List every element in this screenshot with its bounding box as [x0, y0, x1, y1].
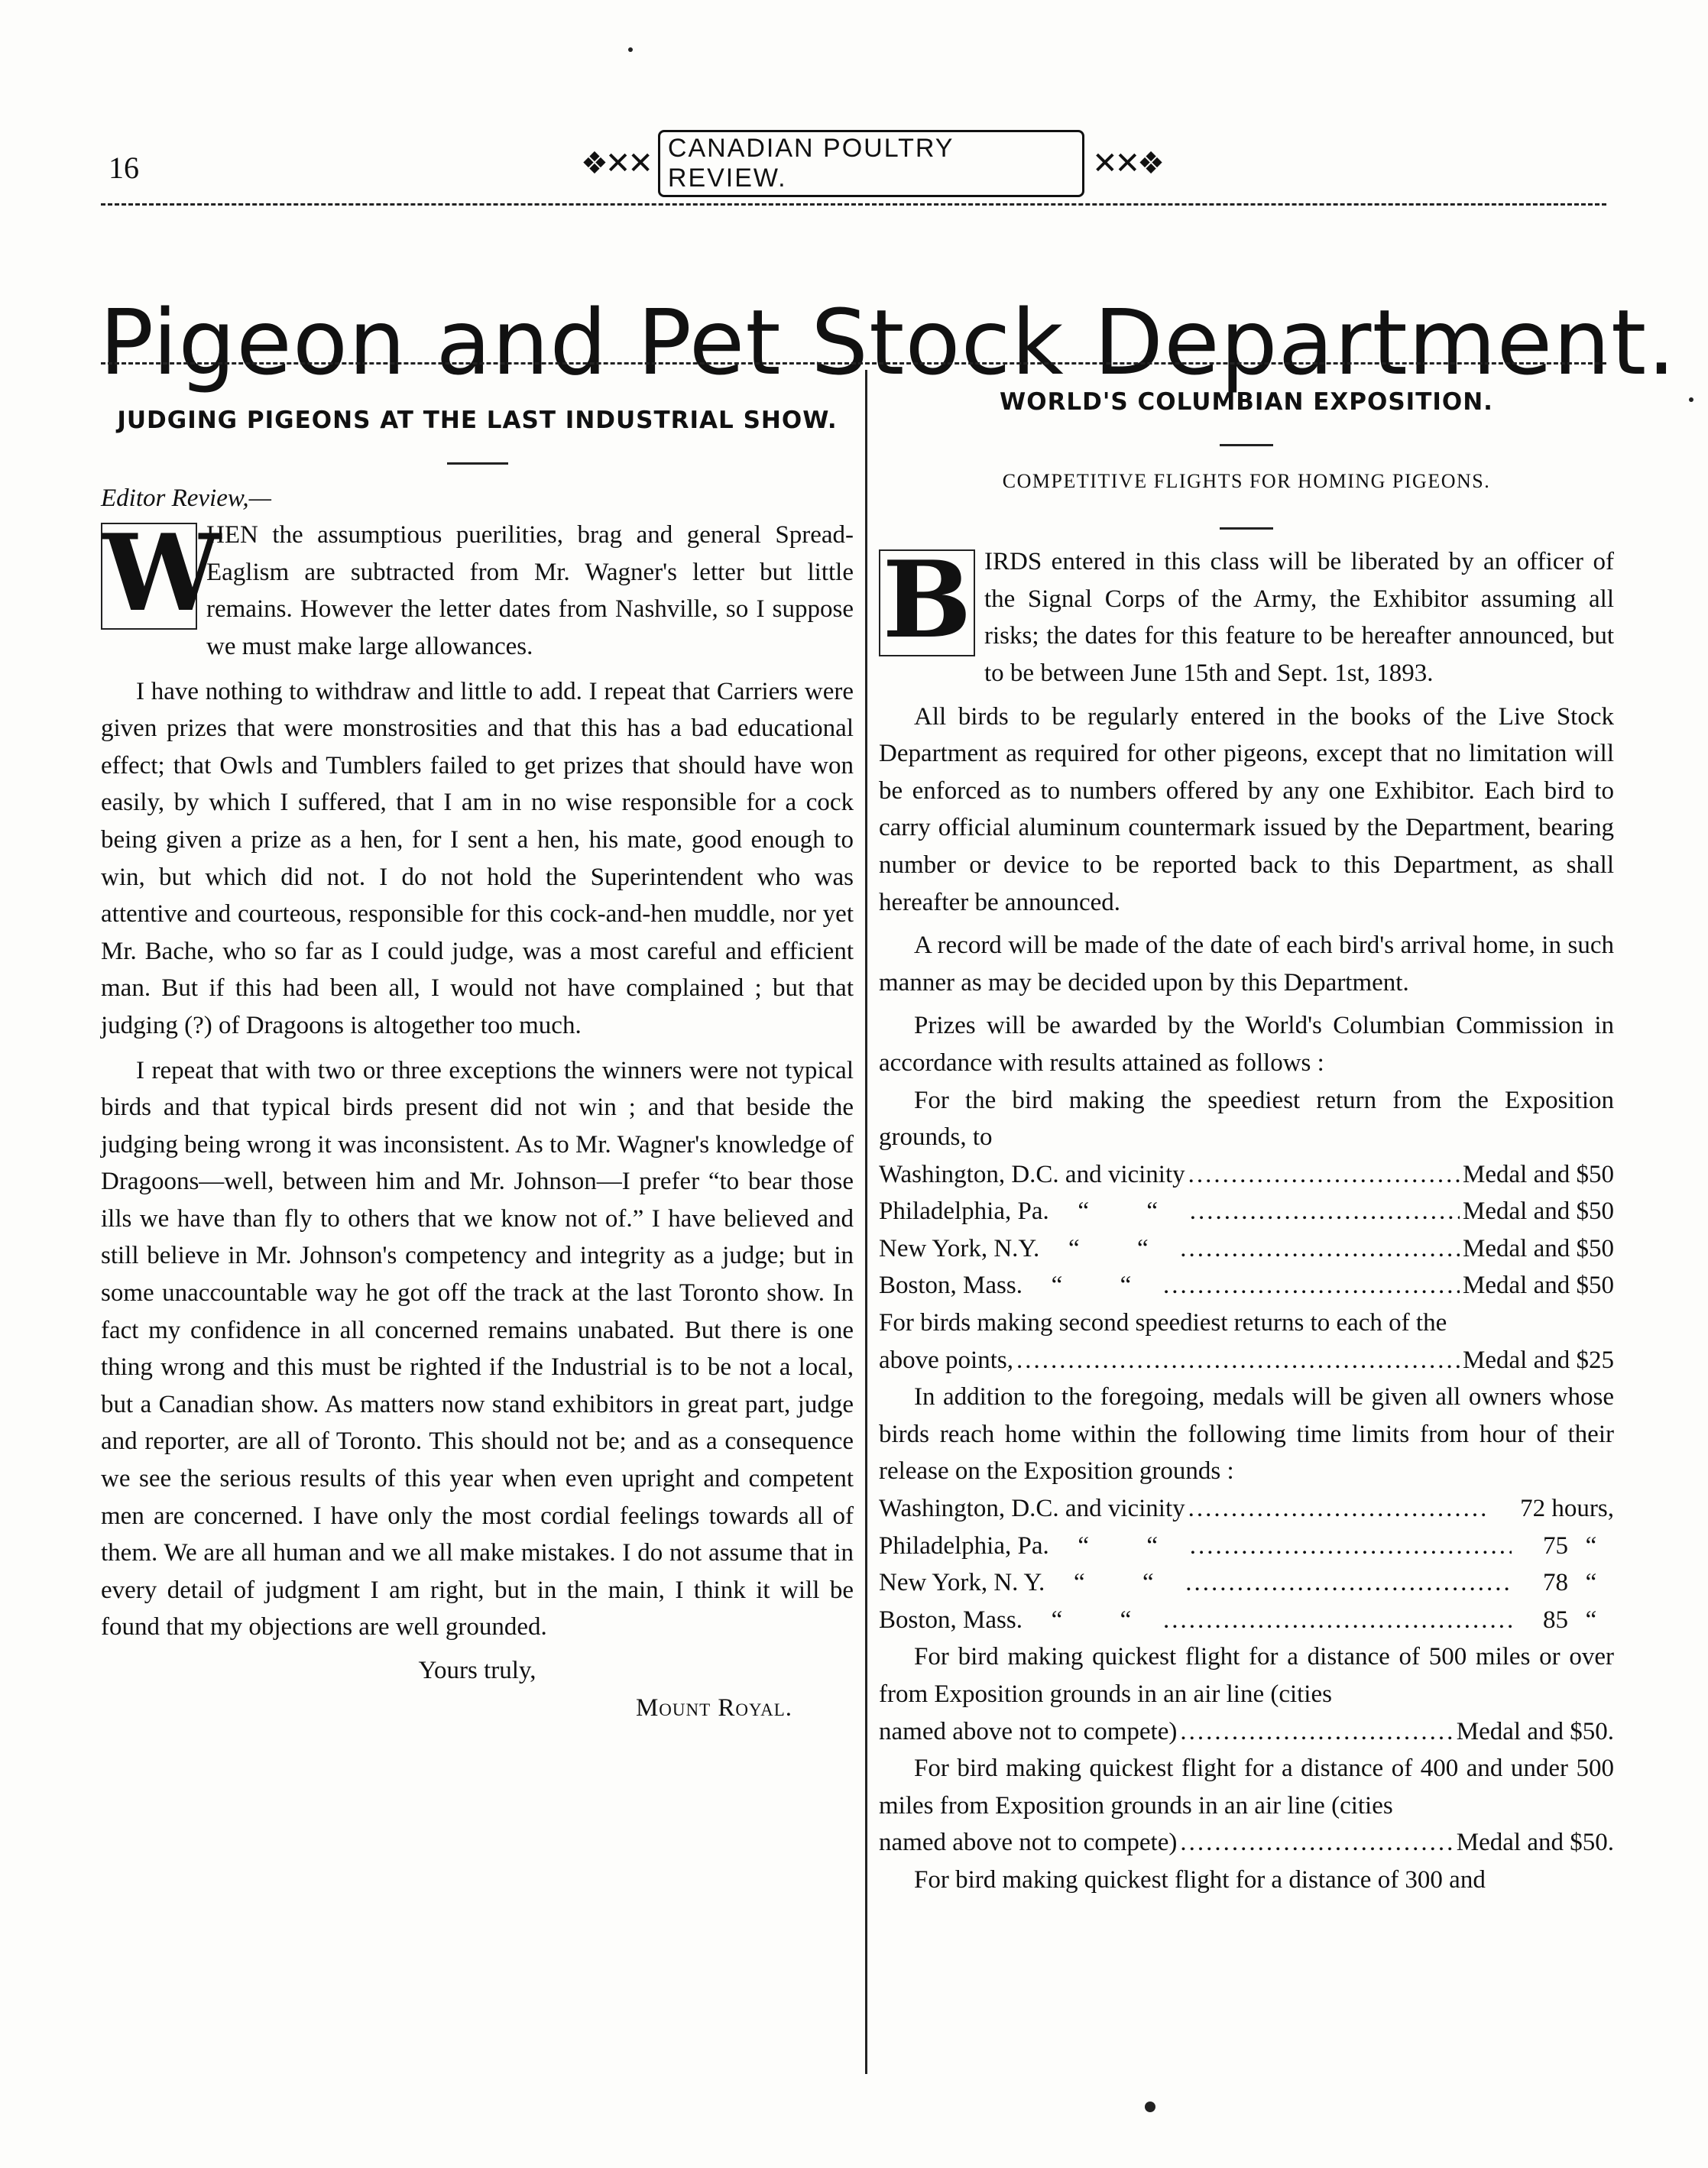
masthead [581, 134, 1162, 193]
paragraph-text: IRDS entered in this class will be liberated by an officer of the Signal Corps of the Army, the Exhibitor assuming all risks; the dates for this feature to be hereafter announced, but to be between June 15th and Sept. 1st, 1893. [984, 548, 1614, 687]
page-title: Pigeon and Pet Stock Department. [99, 290, 1677, 396]
time-table [879, 1490, 1614, 1638]
paragraph [101, 510, 854, 665]
print-speck [628, 47, 633, 52]
ornament-left-icon: ❖✕✕ [581, 146, 650, 181]
closing: Yours truly, [418, 1657, 536, 1684]
prize-row: Boston, Mass. “ “ ..... Medal and $50 [879, 1267, 1614, 1304]
prize-row: named above not to compete) ..... Medal and $50. [879, 1824, 1614, 1862]
paragraph: A record will be made of the date of each bird's arrival home, in such manner as may be decided upon by this Department. [879, 932, 1614, 997]
signature: Mount Royal. [635, 1693, 792, 1722]
paragraph-text: HEN the assumptious puerilities, brag and general Spread-Eaglism are subtracted from Mr. Wagner's letter but little remains. However the letter dates from Nashville, so I suppose we must make large allowances. [206, 521, 854, 660]
subheading: COMPETITIVE FLIGHTS FOR HOMING PIGEONS. [1002, 469, 1491, 492]
time-row: New York, N. Y. “ “ ..... 78 “ [879, 1564, 1614, 1602]
column-divider [865, 370, 867, 2074]
paragraph: For bird making quickest flight for a distance of 400 and under 500 miles from Exposition grounds in an air line (cities [879, 1755, 1614, 1820]
prize-row: New York, N.Y. “ “ ..... Medal and $50 [879, 1230, 1614, 1268]
page-number: 16 [109, 151, 139, 185]
paragraph: All birds to be regularly entered in the books of the Live Stock Department as required for other pigeons, except that no limitation will be enforced as to numbers offered by any one Exhibitor. Each bird to carry official aluminum countermark issued by the Department, bearing number or device to be reported back to this Department, as shall hereafter be announced. [879, 702, 1614, 916]
right-column [879, 367, 1614, 1899]
left-heading: JUDGING PIGEONS AT THE LAST INDUSTRIAL SHOW. [117, 407, 838, 434]
dropcap: B [879, 549, 975, 656]
prize-row: Philadelphia, Pa. “ “ ..... Medal and $50 [879, 1193, 1614, 1230]
print-speck [1689, 397, 1693, 402]
paragraph: In addition to the foregoing, medals will be given all owners whose birds reach home within the following time limits from hour of their release on the Exposition grounds : [879, 1383, 1614, 1486]
masthead-title: CANADIAN POULTRY REVIEW. [658, 130, 1084, 197]
print-speck [1145, 2102, 1155, 2112]
time-row: Philadelphia, Pa. “ “ ..... 75 “ [879, 1528, 1614, 1565]
salutation: Editor Review,— [101, 484, 272, 512]
paragraph: For bird making quickest flight for a distance of 500 miles or over from Exposition grounds in an air line (cities [879, 1643, 1614, 1708]
short-rule [447, 462, 508, 465]
paragraph: I repeat that with two or three exceptions the winners were not typical birds and that typical birds present did not win ; and that beside the judging being wrong it was inconsistent. As to Mr. Wagner's knowledge of Dragoons—well, between him and Mr. Johnson—I prefer “to bear those ills we have than fly to others that we know not of.” I have believed and still believe in Mr. Johnson's competency and integrity as a judge; but in some unaccountable way he got off the track at the last Toronto show. In fact my confidence in all concerned remains unabated. But there is one thing wrong and this must be righted if the Industrial is to be not a local, but a Canadian show. As matters now stand exhibitors in great part, judge and reporter, are all of Toronto. This should not be; and as a consequence we see the serious results of this year when even upright and competent men are concerned. I have only the most cordial feelings towards all of them. We are all human and we all make mistakes. I do not assume that in every detail of judgment I am right, but in the main, I think it will be found that my objections are well grounded. [101, 1056, 854, 1641]
paragraph: For the bird making the speediest return from the Exposition grounds, to [879, 1086, 1614, 1152]
prize-table [879, 1156, 1614, 1304]
paragraph: I have nothing to withdraw and little to add. I repeat that Carriers were given prizes that were monstrosities and that this has a bad educational effect; that Owls and Tumblers failed to get prizes that should have won easily, by which I suffered, that I am in no wise responsible for a cock being given a prize as a hen, for I sent a hen, his mate, good enough to win, but which did not. I do not hold the Superintendent who was attentive and courteous, responsible for this cock-and-hen muddle, nor yet Mr. Bache, who so far as I could judge, was a most careful and efficient man. But if this had been all, I would not have complained ; but that judging (?) of Dragoons is altogether too much. [101, 677, 854, 1039]
dropcap: W [102, 510, 221, 636]
paragraph: For birds making second speediest returns to each of the [879, 1309, 1447, 1337]
time-row: Washington, D.C. and vicinity ..... 72 hours, [879, 1490, 1614, 1528]
prize-row: above points, ..... Medal and $25 [879, 1342, 1614, 1379]
time-row: Boston, Mass. “ “ ..... 85 “ [879, 1602, 1614, 1639]
paragraph: For bird making quickest flight for a distance of 300 and [914, 1865, 1486, 1894]
title-rule [101, 362, 1606, 365]
prize-row: Washington, D.C. and vicinity ..... Medal and $50 [879, 1156, 1614, 1194]
left-column [101, 367, 854, 1726]
right-heading: WORLD'S COLUMBIAN EXPOSITION. [1000, 388, 1493, 416]
paragraph [879, 537, 1614, 692]
paragraph: Prizes will be awarded by the World's Columbian Commission in accordance with results attained as follows : [879, 1012, 1614, 1077]
header-rule [101, 203, 1606, 206]
ornament-right-icon: ✕✕❖ [1092, 146, 1162, 181]
prize-row: named above not to compete) ..... Medal and $50. [879, 1713, 1614, 1751]
short-rule [1220, 444, 1273, 446]
short-rule [1220, 527, 1273, 530]
